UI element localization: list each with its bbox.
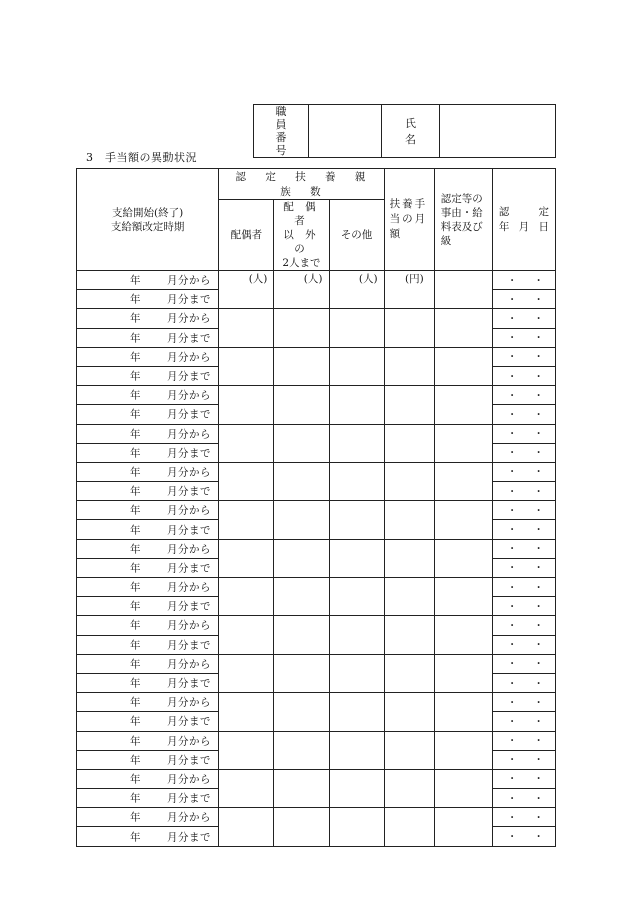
table-body [77,271,560,847]
non-spouse-count-cell[interactable] [274,693,329,731]
spouse-count-cell[interactable] [219,769,274,807]
non-spouse-count-cell[interactable] [274,539,329,577]
month-until-label: 月分まで [167,792,211,805]
approval-date-cell[interactable]: ・・ [492,693,555,712]
date-header-month: 月 [518,220,530,233]
period-from-cell[interactable] [77,808,219,827]
others-count-cell[interactable] [329,769,384,807]
non-spouse-count-cell[interactable] [274,578,329,616]
spouse-count-cell[interactable]: (人) [219,271,274,309]
spouse-count-cell[interactable] [219,578,274,616]
year-label: 年 [130,639,141,652]
monthly-amount-cell[interactable] [384,808,434,846]
reason-cell[interactable] [434,501,492,539]
year-label: 年 [130,715,141,728]
approval-date-cell[interactable]: ・・ [492,462,555,481]
reason-cell[interactable] [434,693,492,731]
non-spouse-count-cell[interactable] [274,654,329,692]
spouse-count-cell[interactable] [219,808,274,846]
table-row [77,731,556,750]
year-label: 年 [130,428,141,441]
year-label: 年 [130,312,141,325]
approval-date-cell[interactable]: ・・ [492,443,555,462]
section-title: 3 手当額の異動状況 [86,151,197,164]
spouse-count-cell[interactable] [219,309,274,347]
others-count-cell[interactable] [329,731,384,769]
period-header-line2: 支給額改定時期 [110,220,185,233]
month-until-label: 月分まで [167,677,211,690]
amount-header-line1: 扶養手 [389,198,428,210]
monthly-amount-cell[interactable] [384,501,434,539]
others-count-cell[interactable] [329,347,384,385]
non-spouse-count-cell[interactable] [274,424,329,462]
table-row [77,462,556,481]
table-row [77,616,556,635]
monthly-amount-cell[interactable]: (円) [384,271,434,309]
date-header-year: 年 [498,220,510,233]
reason-header [434,169,492,271]
non-spouse-header-line3: 2人まで [282,257,321,269]
month-until-label: 月分まで [167,524,211,537]
month-from-label: 月分から [167,581,211,594]
table-row [77,654,556,673]
period-from-cell[interactable] [77,347,219,366]
year-label: 年 [130,332,141,345]
approval-date-cell[interactable]: ・・ [492,386,555,405]
year-label: 年 [130,562,141,575]
reason-cell[interactable] [434,462,492,500]
approval-date-cell[interactable]: ・・ [492,789,555,808]
non-spouse-count-cell[interactable] [274,616,329,654]
month-until-label: 月分まで [167,562,211,575]
period-until-cell[interactable] [77,673,219,692]
period-from-cell[interactable] [77,386,219,405]
non-spouse-header-line2: 以 外 の [283,229,320,255]
monthly-amount-cell[interactable] [384,616,434,654]
staff-number-label-line1: 職 員 [275,105,295,131]
month-from-label: 月分から [167,773,211,786]
approval-date-cell[interactable]: ・・ [492,769,555,788]
approval-date-cell[interactable]: ・・ [492,366,555,385]
approval-date-cell[interactable]: ・・ [492,405,555,424]
period-until-cell[interactable] [77,750,219,769]
month-until-label: 月分まで [167,485,211,498]
approval-date-cell[interactable]: ・・ [492,827,555,846]
table-row [77,501,556,520]
approval-date-cell[interactable]: ・・ [492,347,555,366]
spouse-count-cell[interactable] [219,654,274,692]
month-until-label: 月分まで [167,639,211,652]
non-spouse-count-cell[interactable] [274,347,329,385]
table-row [77,808,556,827]
period-from-cell[interactable] [77,271,219,290]
spouse-count-cell[interactable] [219,424,274,462]
amount-header-line2: 当の月 [389,213,428,225]
period-header [77,169,219,271]
approval-date-cell[interactable]: ・・ [492,750,555,769]
non-spouse-count-cell[interactable] [274,462,329,500]
approval-date-cell[interactable]: ・・ [492,482,555,501]
non-spouse-count-cell[interactable] [274,808,329,846]
spouse-count-cell[interactable] [219,731,274,769]
period-header-line1: 支給開始(終了) [112,206,184,219]
reason-cell[interactable] [434,731,492,769]
table-row [77,769,556,788]
monthly-amount-header [384,169,434,271]
period-until-cell[interactable] [77,405,219,424]
spouse-count-cell[interactable] [219,693,274,731]
month-from-label: 月分から [167,696,211,709]
year-label: 年 [130,524,141,537]
period-from-cell[interactable] [77,616,219,635]
month-until-label: 月分まで [167,293,211,306]
reason-cell[interactable] [434,616,492,654]
spouse-count-cell[interactable] [219,616,274,654]
others-count-cell[interactable] [329,654,384,692]
period-until-cell[interactable] [77,789,219,808]
approval-date-cell[interactable]: ・・ [492,578,555,597]
non-spouse-count-cell[interactable] [274,309,329,347]
month-from-label: 月分から [167,735,211,748]
month-from-label: 月分から [167,619,211,632]
reason-cell[interactable] [434,578,492,616]
reason-cell[interactable] [434,654,492,692]
reason-cell[interactable] [434,271,492,309]
month-from-label: 月分から [167,274,211,287]
year-label: 年 [130,658,141,671]
table-row [77,693,556,712]
reason-header-line2: 事由・給 [440,206,483,219]
month-from-label: 月分から [167,351,211,364]
table-row [77,386,556,405]
approval-date-cell[interactable]: ・・ [492,424,555,443]
month-until-label: 月分まで [167,408,211,421]
non-spouse-count-cell[interactable] [274,386,329,424]
non-spouse-count-cell[interactable]: (人) [274,271,329,309]
staff-number-field[interactable] [309,105,382,158]
others-count-cell[interactable] [329,693,384,731]
dependents-count-header: 認 定 扶 養 親 族 数 [219,169,384,200]
reason-cell[interactable] [434,424,492,462]
year-label: 年 [130,619,141,632]
year-label: 年 [130,485,141,498]
period-from-cell[interactable] [77,654,219,673]
spouse-count-cell[interactable] [219,462,274,500]
period-until-cell[interactable] [77,366,219,385]
non-spouse-count-cell[interactable] [274,501,329,539]
approval-date-cell[interactable]: ・・ [492,271,555,290]
monthly-amount-cell[interactable] [384,309,434,347]
reason-cell[interactable] [434,769,492,807]
approval-date-cell[interactable]: ・・ [492,635,555,654]
reason-cell[interactable] [434,539,492,577]
year-label: 年 [130,504,141,517]
month-until-label: 月分まで [167,370,211,383]
reason-header-line4: 級 [440,234,452,247]
non-spouse-count-cell[interactable] [274,769,329,807]
reason-header-line1: 認定等の [440,192,483,205]
approval-date-cell[interactable]: ・・ [492,673,555,692]
others-count-cell[interactable] [329,808,384,846]
year-label: 年 [130,408,141,421]
spouse-header: 配偶者 [219,200,274,271]
id-box [253,104,556,158]
monthly-amount-cell[interactable] [384,654,434,692]
others-count-cell[interactable] [329,309,384,347]
others-count-cell[interactable]: (人) [329,271,384,309]
month-until-label: 月分まで [167,754,211,767]
year-label: 年 [130,831,141,844]
staff-number-label-line2: 番 号 [275,131,295,157]
non-spouse-header [274,200,329,271]
period-until-cell[interactable] [77,712,219,731]
reason-cell[interactable] [434,808,492,846]
approval-date-cell[interactable]: ・・ [492,712,555,731]
period-from-cell[interactable] [77,769,219,788]
non-spouse-header-line1: 配 偶 者 [283,201,320,227]
table-row [77,539,556,558]
period-until-cell[interactable] [77,558,219,577]
period-from-cell[interactable] [77,424,219,443]
year-label: 年 [130,351,141,364]
reason-header-line3: 料表及び [440,220,483,233]
date-header-char1: 認 [498,205,510,218]
spouse-count-cell[interactable] [219,501,274,539]
non-spouse-count-cell[interactable] [274,731,329,769]
year-label: 年 [130,773,141,786]
others-count-cell[interactable] [329,424,384,462]
table-row [77,578,556,597]
month-from-label: 月分から [167,658,211,671]
period-from-cell[interactable] [77,539,219,558]
monthly-amount-cell[interactable] [384,769,434,807]
others-count-cell[interactable] [329,386,384,424]
approval-date-cell[interactable]: ・・ [492,616,555,635]
month-from-label: 月分から [167,312,211,325]
year-label: 年 [130,447,141,460]
allowance-change-table [76,168,560,847]
table-row [77,271,556,290]
year-label: 年 [130,811,141,824]
monthly-amount-cell[interactable] [384,462,434,500]
staff-number-label [254,105,309,158]
monthly-amount-cell[interactable] [384,539,434,577]
period-until-cell[interactable] [77,520,219,539]
table-row [77,424,556,443]
month-until-label: 月分まで [167,332,211,345]
date-header-day: 日 [538,220,549,233]
approval-date-cell[interactable]: ・・ [492,539,555,558]
month-from-label: 月分から [167,811,211,824]
name-field[interactable] [440,105,556,158]
month-from-label: 月分から [167,389,211,402]
month-until-label: 月分まで [167,831,211,844]
period-until-cell[interactable] [77,482,219,501]
period-until-cell[interactable] [77,443,219,462]
year-label: 年 [130,792,141,805]
year-label: 年 [130,293,141,306]
others-count-cell[interactable] [329,539,384,577]
others-count-cell[interactable] [329,578,384,616]
approval-date-cell[interactable]: ・・ [492,558,555,577]
monthly-amount-cell[interactable] [384,693,434,731]
name-label: 氏 名 [382,105,440,158]
year-label: 年 [130,389,141,402]
period-until-cell[interactable] [77,635,219,654]
period-until-cell[interactable] [77,290,219,309]
others-count-cell[interactable] [329,616,384,654]
spouse-count-cell[interactable] [219,539,274,577]
monthly-amount-cell[interactable] [384,578,434,616]
others-header: その他 [329,200,384,271]
period-until-cell[interactable] [77,827,219,846]
year-label: 年 [130,600,141,613]
reason-cell[interactable] [434,309,492,347]
period-from-cell[interactable] [77,578,219,597]
period-from-cell[interactable] [77,693,219,712]
month-until-label: 月分まで [167,715,211,728]
year-label: 年 [130,696,141,709]
month-from-label: 月分から [167,466,211,479]
period-from-cell[interactable] [77,501,219,520]
month-until-label: 月分まで [167,447,211,460]
year-label: 年 [130,274,141,287]
approval-date-cell[interactable]: ・・ [492,328,555,347]
month-until-label: 月分まで [167,600,211,613]
approval-date-cell[interactable]: ・・ [492,290,555,309]
monthly-amount-cell[interactable] [384,386,434,424]
year-label: 年 [130,677,141,690]
year-label: 年 [130,543,141,556]
approval-date-cell[interactable]: ・・ [492,309,555,328]
approval-date-cell[interactable]: ・・ [492,520,555,539]
approval-date-cell[interactable]: ・・ [492,731,555,750]
table-row [77,347,556,366]
year-label: 年 [130,581,141,594]
amount-header-line3: 額 [389,228,403,240]
month-from-label: 月分から [167,428,211,441]
spouse-count-cell[interactable] [219,386,274,424]
others-count-cell[interactable] [329,501,384,539]
approval-date-cell[interactable]: ・・ [492,597,555,616]
period-until-cell[interactable] [77,328,219,347]
monthly-amount-cell[interactable] [384,347,434,385]
approval-date-cell[interactable]: ・・ [492,501,555,520]
month-from-label: 月分から [167,543,211,556]
others-count-cell[interactable] [329,462,384,500]
approval-date-cell[interactable]: ・・ [492,808,555,827]
year-label: 年 [130,754,141,767]
year-label: 年 [130,370,141,383]
reason-cell[interactable] [434,386,492,424]
reason-cell[interactable] [434,347,492,385]
period-from-cell[interactable] [77,731,219,750]
spouse-count-cell[interactable] [219,347,274,385]
monthly-amount-cell[interactable] [384,731,434,769]
approval-date-header [492,169,555,271]
year-label: 年 [130,466,141,479]
year-label: 年 [130,735,141,748]
table-row [77,309,556,328]
period-from-cell[interactable] [77,462,219,481]
approval-date-cell[interactable]: ・・ [492,654,555,673]
period-from-cell[interactable] [77,309,219,328]
monthly-amount-cell[interactable] [384,424,434,462]
period-until-cell[interactable] [77,597,219,616]
date-header-char2: 定 [538,205,549,218]
month-from-label: 月分から [167,504,211,517]
